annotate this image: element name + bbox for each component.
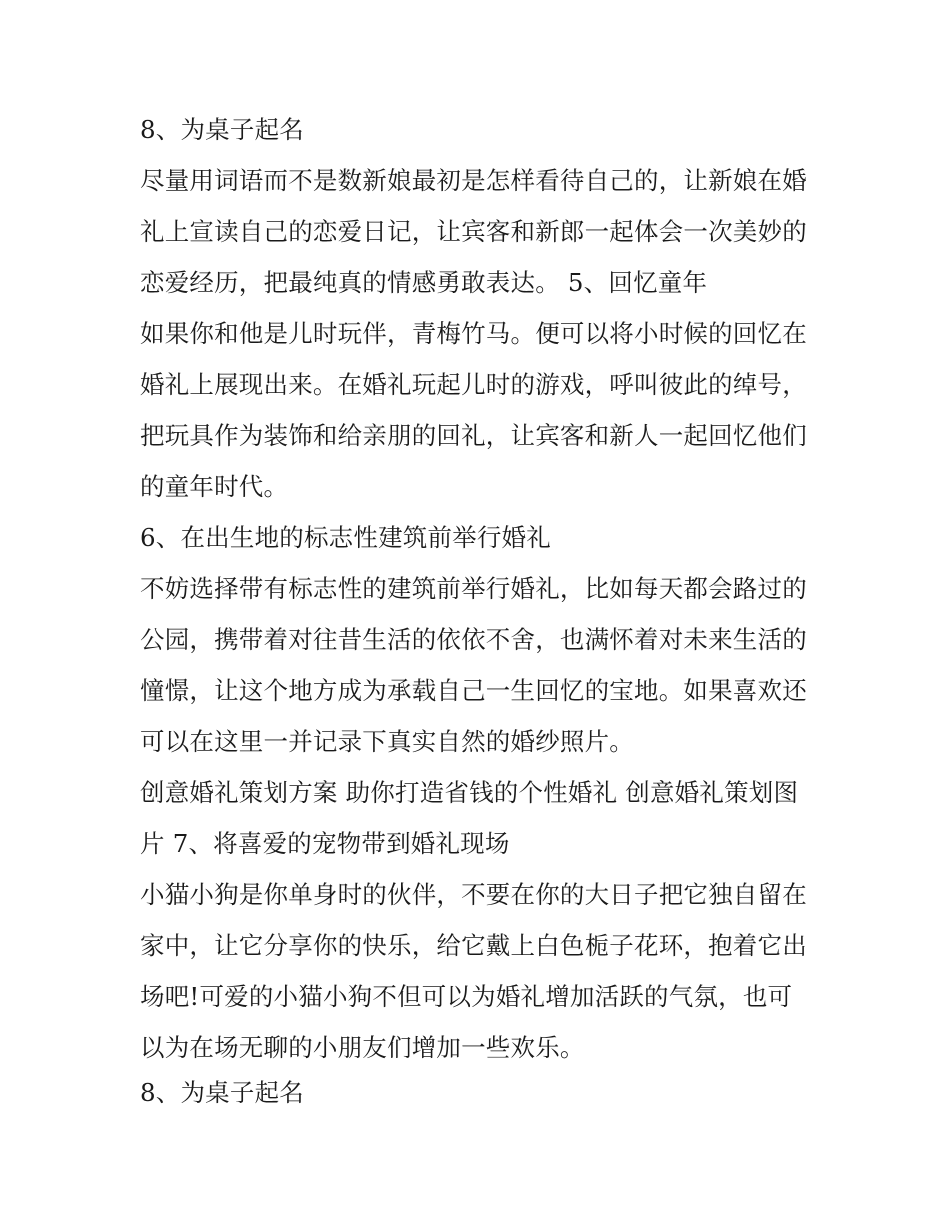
paragraph-line: 的童年时代。 xyxy=(140,472,289,501)
paragraph-line: 尽量用词语而不是数新娘最初是怎样看待自己的，让新娘在婚 xyxy=(140,166,807,195)
paragraph-line: 婚礼上展现出来。在婚礼玩起儿时的游戏，呼叫彼此的绰号， xyxy=(140,370,807,399)
paragraph-line: 恋爱经历，把最纯真的情感勇敢表达。 5、回忆童年 xyxy=(140,268,708,297)
paragraph-line: 把玩具作为装饰和给亲朋的回礼，让宾客和新人一起回忆他们 xyxy=(140,421,807,450)
paragraph-line: 片 7、将喜爱的宠物带到婚礼现场 xyxy=(140,829,510,858)
paragraph-line: 小猫小狗是你单身时的伙伴，不要在你的大日子把它独自留在 xyxy=(140,880,807,909)
heading-8-table-names-repeat: 8、为桌子起名 xyxy=(140,1078,304,1107)
paragraph-line: 家中，让它分享你的快乐，给它戴上白色栀子花环，抱着它出 xyxy=(140,931,807,960)
paragraph-line: 以为在场无聊的小朋友们增加一些欢乐。 xyxy=(140,1033,585,1062)
paragraph-line: 不妨选择带有标志性的建筑前举行婚礼，比如每天都会路过的 xyxy=(140,574,807,603)
heading-6-birthplace-landmark: 6、在出生地的标志性建筑前举行婚礼 xyxy=(140,523,551,552)
paragraph-line: 憧憬，让这个地方成为承载自己一生回忆的宝地。如果喜欢还 xyxy=(140,676,807,705)
paragraph-line: 可以在这里一并记录下真实自然的婚纱照片。 xyxy=(140,727,634,756)
paragraph-line: 礼上宣读自己的恋爱日记，让宾客和新郎一起体会一次美妙的 xyxy=(140,217,807,246)
paragraph-line: 创意婚礼策划方案 助你打造省钱的个性婚礼 创意婚礼策划图 xyxy=(140,778,799,807)
heading-8-table-names: 8、为桌子起名 xyxy=(140,115,304,144)
paragraph-line: 如果你和他是儿时玩伴，青梅竹马。便可以将小时候的回忆在 xyxy=(140,319,807,348)
paragraph-line: 场吧!可爱的小猫小狗不但可以为婚礼增加活跃的气氛，也可 xyxy=(140,982,793,1011)
paragraph-line: 公园，携带着对往昔生活的依依不舍，也满怀着对未来生活的 xyxy=(140,625,807,654)
